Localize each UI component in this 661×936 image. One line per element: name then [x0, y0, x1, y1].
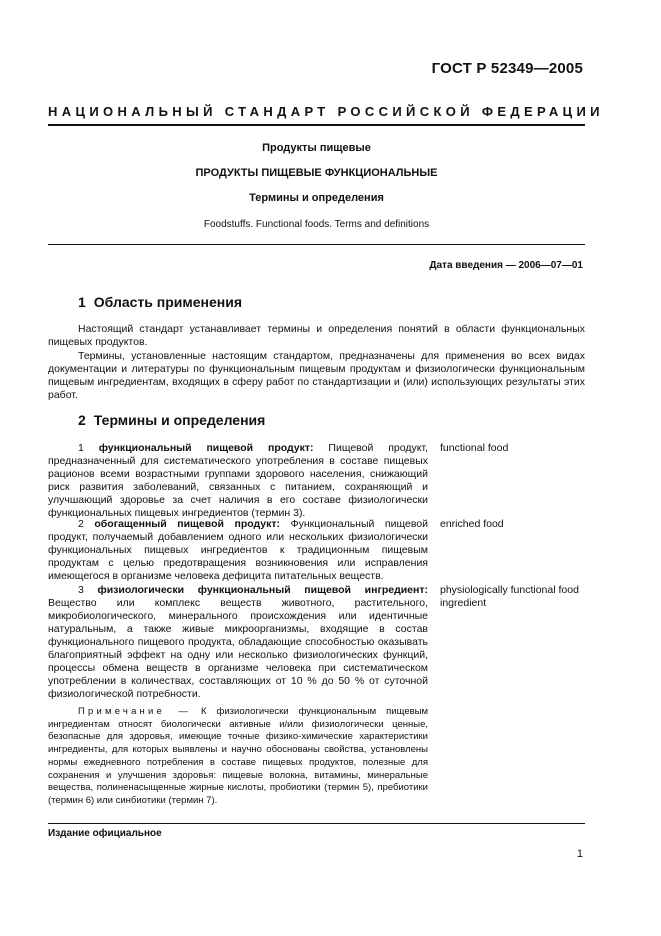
section-1-heading — [78, 294, 242, 310]
term-entry — [48, 518, 428, 583]
section-1-number: 1 — [78, 294, 86, 310]
term-english-equivalent: functional food — [440, 442, 509, 454]
note — [48, 706, 428, 808]
footer-divider — [48, 823, 585, 824]
term-number: 1 — [78, 442, 84, 454]
term-definition: Функциональный пищевой продукт, получаемый добавлением одного или нескольких физиологически функциональных пищевых ингредиентов к традиционным пищевым продуктам с целью предотвращения возникновения или исправления имеющегося в организме человека дефицита питательных веществ. — [48, 518, 428, 582]
title-general: Продукты пищевые — [262, 142, 371, 154]
term-name: обогащенный пищевой продукт: — [94, 518, 281, 530]
term-definition: Пищевой продукт, предназначенный для систематического употребления в составе пищевых рационов всеми возрастными группами здорового населения, снижающий риск развития заболеваний, связанных с питанием, сохраняющий и улучшающий здоровье за счет наличия в его составе физиологически функциональных пищевых ингредиентов (термин 3). — [48, 442, 428, 519]
term-number: 3 — [78, 584, 84, 596]
term-english-equivalent: enriched food — [440, 518, 504, 530]
term-name: физиологически функциональный пищевой ингредиент: — [97, 584, 429, 596]
section-1-paragraph: Термины, установленные настоящим стандартом, предназначены для применения во всех видах документации и литературы по функциональным пищевым продуктам и физиологически функциональным пищевым ингредиентам, входящих в сферу работ по стандартизации и (или) использующих результаты этих работ. — [48, 350, 585, 401]
term-entry — [48, 584, 428, 701]
section-1-title: Область применения — [93, 294, 243, 310]
term-entry — [48, 442, 428, 520]
term-name: функциональный пищевой продукт: — [98, 442, 314, 454]
section-2-number: 2 — [78, 412, 86, 428]
top-divider — [48, 124, 585, 126]
section-1-paragraph: Настоящий стандарт устанавливает термины и определения понятий в области функциональных пищевых продуктов. — [48, 323, 585, 348]
page-number: 1 — [576, 848, 583, 860]
national-standard-heading: НАЦИОНАЛЬНЫЙ СТАНДАРТ РОССИЙСКОЙ ФЕДЕРАЦИИ — [48, 104, 604, 119]
title-divider — [48, 244, 585, 245]
term-definition: Вещество или комплекс веществ животного, растительного, микробиологического, минерального происхождения или идентичные натуральным, а также живые микроорганизмы, входящие в состав функционального пищевого продукта, обладающие способностью оказывать благоприятный эффект на одну или несколько физиологических функций, процессы обмена веществ в организме человека при систематическом употреблении в количествах, составляющих от 10 % до 50 % от суточной физиологической потребности. — [48, 597, 428, 700]
title-english: Foodstuffs. Functional foods. Terms and definitions — [203, 219, 430, 230]
section-2-title: Термины и определения — [93, 412, 266, 428]
note-label: Примечание — — [78, 706, 191, 717]
document-number: ГОСТ Р 52349—2005 — [431, 60, 583, 77]
title-main: ПРОДУКТЫ ПИЩЕВЫЕ ФУНКЦИОНАЛЬНЫЕ — [195, 167, 438, 179]
edition-label: Издание официальное — [48, 828, 162, 839]
term-number: 2 — [78, 518, 84, 530]
note-text: К физиологически функциональным пищевым ингредиентам относят биологически активные и/или физиологически ценные, безопасные для здоровья, имеющие точные физико-химические характеристики ингредиенты, для которых выявлены и научно обоснованы свойства, установлены нормы ежедневного потребления в составе пищевых продуктов, полезные для сохранения и улучшения здоровья: пищевые волокна, витамины, минеральные вещества, полиненасыщенные жирные кислоты, пробиотики (термин 5), пребиотики (термин 6) или синбиотики (термин 7). — [48, 706, 429, 806]
section-2-heading — [78, 412, 265, 428]
introduction-date: Дата введения — 2006—07—01 — [429, 260, 583, 271]
title-sub: Термины и определения — [249, 192, 384, 204]
term-english-equivalent: physiologically functional food ingredient — [440, 584, 579, 609]
